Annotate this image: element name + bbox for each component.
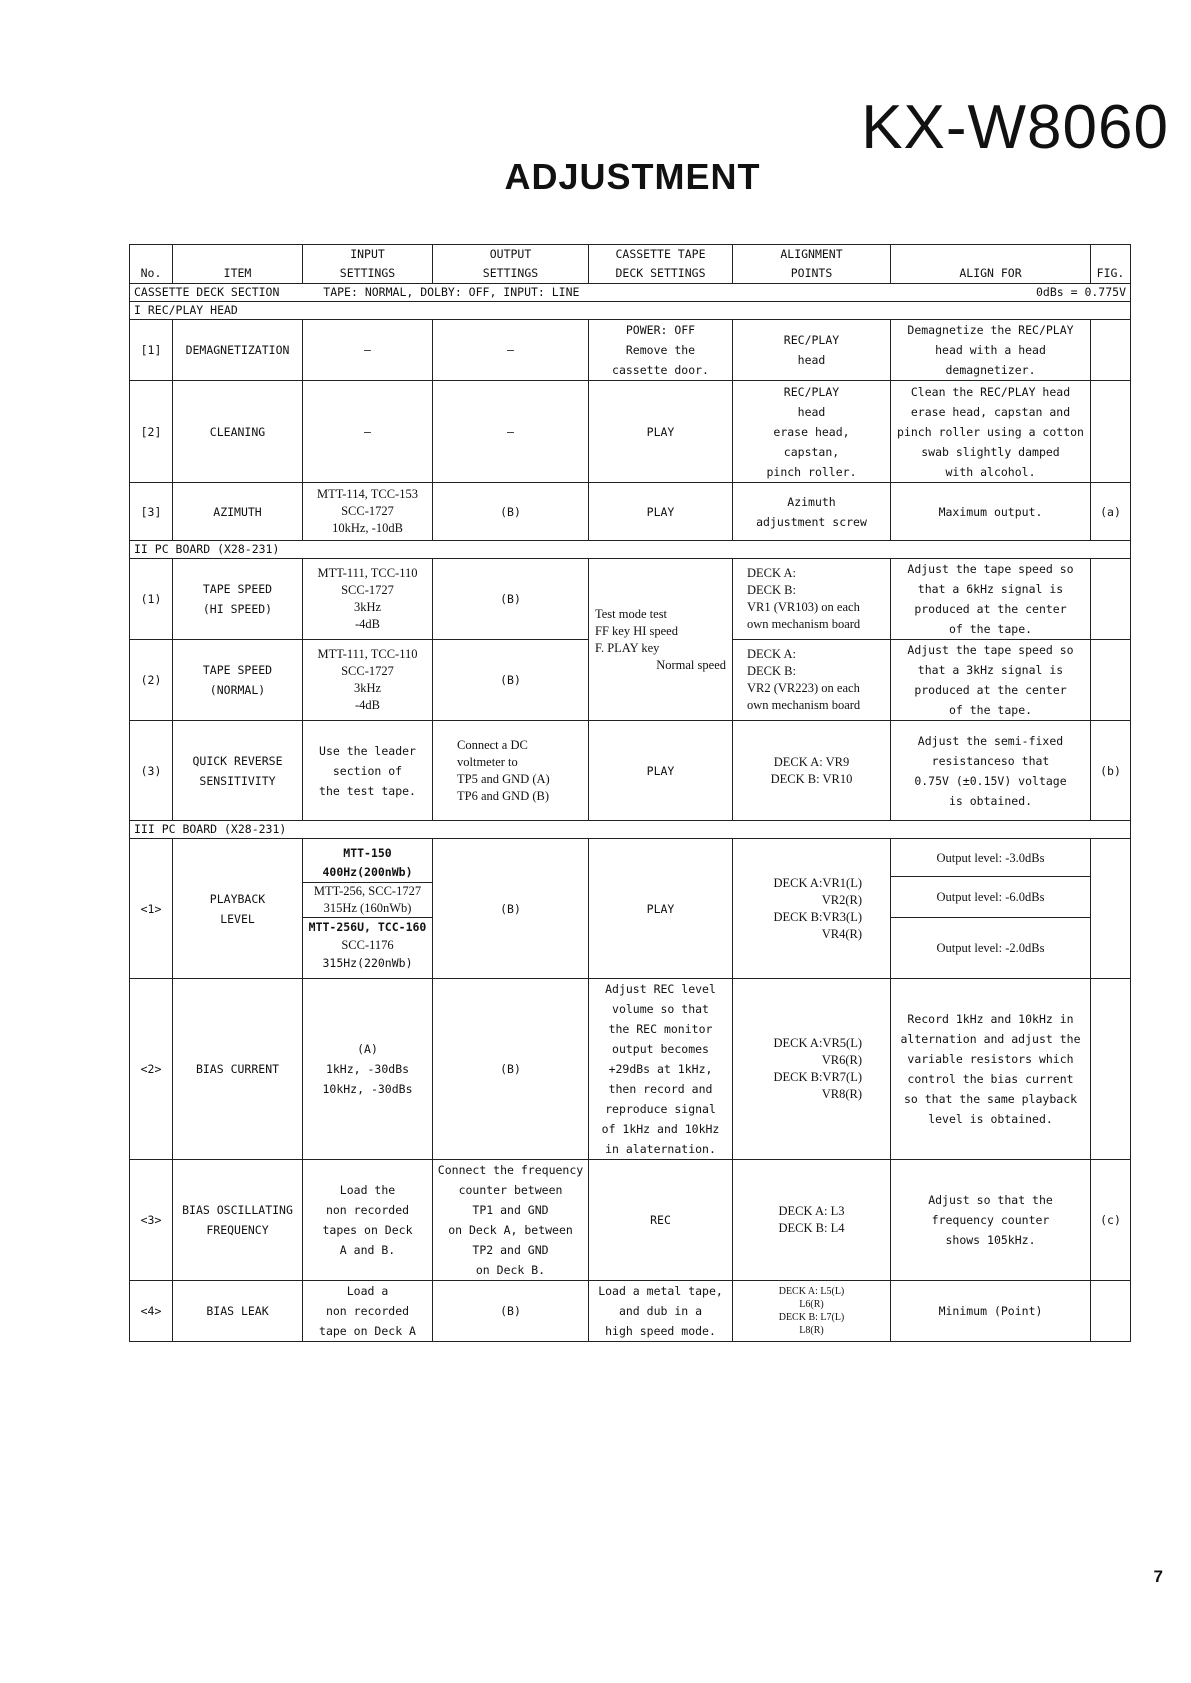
row-no: (1) bbox=[130, 559, 173, 640]
row-deck-line: reproduce signal bbox=[605, 1102, 716, 1116]
row-align-for bbox=[891, 979, 1091, 1160]
row-fig bbox=[1091, 320, 1131, 381]
row-input-line: non recorded bbox=[325, 1203, 410, 1217]
row-input-line: 3kHz bbox=[353, 681, 382, 695]
row-deck-line: Adjust REC level bbox=[605, 982, 716, 996]
row-points bbox=[733, 640, 891, 721]
row-align-for bbox=[891, 839, 1091, 979]
row-align-line: demagnetizer. bbox=[945, 363, 1036, 377]
row-output-line: TP2 and GND bbox=[472, 1243, 549, 1257]
row-input-line: SCC-1176 bbox=[341, 938, 394, 952]
row-output: (B) bbox=[433, 1281, 589, 1342]
header-deck-line: CASSETTE TAPE bbox=[615, 247, 706, 261]
row-points-line: DECK A:VR1(L) bbox=[773, 875, 862, 890]
row-align-line: swab slightly damped bbox=[921, 444, 1060, 459]
header-points-line: ALIGNMENT bbox=[780, 247, 843, 261]
row-item-line: (HI SPEED) bbox=[202, 602, 273, 616]
row-points-line: DECK B:VR3(L) bbox=[773, 909, 862, 924]
row-deck-line: of 1kHz and 10kHz bbox=[601, 1122, 720, 1136]
row-output: (B) bbox=[433, 640, 589, 721]
header-item-text: ITEM bbox=[223, 266, 252, 280]
row-points bbox=[733, 483, 891, 541]
row-item bbox=[173, 640, 303, 721]
row-input-line: 1kHz, -30dBs bbox=[325, 1062, 410, 1076]
page-title bbox=[0, 156, 1191, 198]
row-input bbox=[303, 979, 433, 1160]
row-input-line: the test tape. bbox=[319, 783, 416, 798]
row-deck-line: cassette door. bbox=[612, 363, 709, 377]
row-input-line: MTT-111, TCC-110 bbox=[317, 647, 418, 661]
row-input bbox=[303, 483, 433, 541]
row-input: – bbox=[303, 381, 433, 483]
row-fig: (a) bbox=[1091, 483, 1131, 541]
row-output-line: Connect the frequency bbox=[437, 1163, 584, 1177]
row-input: – bbox=[303, 320, 433, 381]
row-points-line: DECK A: L5(L) bbox=[778, 1286, 845, 1297]
row-points-line: VR2(R) bbox=[821, 892, 862, 907]
row-points bbox=[733, 1160, 891, 1281]
row-input bbox=[303, 1160, 433, 1281]
row-align-line: control the bias current bbox=[907, 1072, 1074, 1086]
row-points bbox=[733, 320, 891, 381]
row-output: (B) bbox=[433, 839, 589, 979]
header-input-line: SETTINGS bbox=[339, 266, 396, 280]
row-no: <1> bbox=[130, 839, 173, 979]
row-input-line: MTT-150 bbox=[343, 846, 392, 860]
row-align-line: alternation and adjust the bbox=[900, 1032, 1081, 1046]
header-row bbox=[130, 245, 1131, 284]
row-deck: PLAY bbox=[589, 721, 733, 821]
row-align-line: 0.75V (±0.15V) voltage bbox=[914, 773, 1067, 788]
row-align-line: head with a head bbox=[935, 343, 1046, 357]
row-align-line: is obtained. bbox=[948, 793, 1033, 808]
row-deck-line: FF key HI speed bbox=[595, 623, 678, 638]
row-input-line: 400Hz(200nWb) bbox=[322, 865, 413, 879]
row-align-line: erase head, capstan and bbox=[910, 404, 1071, 419]
row-points-line: DECK B:VR7(L) bbox=[773, 1070, 862, 1084]
row-output: (B) bbox=[433, 483, 589, 541]
row-input bbox=[303, 640, 433, 721]
row-output-line: counter between bbox=[458, 1183, 563, 1197]
row-align-line: resistanceso that bbox=[931, 753, 1050, 768]
row-deck: REC bbox=[589, 1160, 733, 1281]
row-align-line: produced at the center bbox=[914, 683, 1067, 697]
row-input bbox=[303, 559, 433, 640]
row-item bbox=[173, 721, 303, 821]
row-points-line: capstan, bbox=[783, 444, 840, 459]
row-align-line: Output level: -6.0dBs bbox=[891, 876, 1090, 917]
header-deck bbox=[589, 245, 733, 284]
adjustment-table bbox=[129, 244, 1131, 1342]
row-input-line: SCC-1727 bbox=[341, 664, 394, 678]
section-title: I REC/PLAY HEAD bbox=[130, 302, 1131, 320]
header-no bbox=[130, 245, 173, 284]
row-no: [1] bbox=[130, 320, 173, 381]
table-row bbox=[130, 1281, 1131, 1342]
row-input-block bbox=[303, 844, 432, 882]
row-align-line: Clean the REC/PLAY head bbox=[910, 384, 1071, 399]
row-align-line: frequency counter bbox=[931, 1213, 1050, 1227]
row-item-line: BIAS OSCILLATING bbox=[182, 1203, 293, 1217]
header-points-line: POINTS bbox=[790, 266, 833, 280]
row-points-line: DECK B: L7(L) bbox=[778, 1312, 845, 1323]
header-fig-text: FIG. bbox=[1096, 266, 1125, 280]
row-input-line: Load a bbox=[346, 1284, 389, 1298]
row-fig bbox=[1091, 839, 1131, 979]
row-item bbox=[173, 559, 303, 640]
row-input-line: tape on Deck A bbox=[319, 1324, 416, 1338]
row-output-line: TP5 and GND (A) bbox=[457, 771, 550, 786]
row-points-line: DECK A: bbox=[747, 647, 796, 661]
row-align-line: shows 105kHz. bbox=[945, 1233, 1036, 1247]
row-input-line: Load the bbox=[339, 1183, 396, 1197]
row-output-line: on Deck A, between bbox=[448, 1223, 573, 1237]
row-input-line: SCC-1727 bbox=[341, 504, 394, 518]
row-input-line: 3kHz bbox=[353, 600, 382, 614]
section-bar-label: CASSETTE DECK SECTION bbox=[134, 285, 280, 299]
section-pc-board-1 bbox=[130, 541, 1131, 559]
section-title: III PC BOARD (X28-231) bbox=[130, 821, 1131, 839]
row-deck-line: output becomes bbox=[612, 1042, 709, 1056]
row-points-line: DECK A: L3 bbox=[778, 1204, 845, 1218]
row-input bbox=[303, 839, 433, 979]
header-output-line: OUTPUT bbox=[489, 247, 532, 261]
row-item-line: SENSITIVITY bbox=[199, 773, 276, 788]
row-align-line: Adjust so that the bbox=[928, 1193, 1053, 1207]
row-points-line: L6(R) bbox=[799, 1299, 824, 1310]
row-align-for bbox=[891, 721, 1091, 821]
table-row bbox=[130, 483, 1131, 541]
row-item-line: LEVEL bbox=[220, 911, 255, 926]
row-points-line: head bbox=[797, 353, 826, 367]
row-input-line: 315Hz (160nWb) bbox=[323, 901, 412, 915]
row-deck bbox=[589, 1281, 733, 1342]
row-item-line: TAPE SPEED bbox=[202, 582, 273, 596]
row-fig: (c) bbox=[1091, 1160, 1131, 1281]
row-input-line: Use the leader bbox=[319, 743, 416, 758]
row-points-line: VR4(R) bbox=[821, 926, 862, 941]
row-align-line: of the tape. bbox=[948, 622, 1033, 636]
header-output bbox=[433, 245, 589, 284]
row-input-line: section of bbox=[332, 763, 403, 778]
row-input-line: MTT-256, SCC-1727 bbox=[313, 884, 422, 898]
row-points-line: DECK A: bbox=[747, 566, 796, 580]
row-deck-line: in alaternation. bbox=[605, 1142, 716, 1156]
row-points-line: erase head, bbox=[773, 424, 850, 439]
row-deck bbox=[589, 979, 733, 1160]
row-points-line: VR8(R) bbox=[821, 1087, 862, 1101]
row-align-line: pinch roller using a cotton bbox=[897, 424, 1084, 439]
header-output-line: SETTINGS bbox=[482, 266, 539, 280]
row-deck bbox=[589, 320, 733, 381]
row-no: (2) bbox=[130, 640, 173, 721]
row-align-line: Output level: -2.0dBs bbox=[891, 917, 1090, 978]
row-deck: PLAY bbox=[589, 483, 733, 541]
model-number: KX-W8060 bbox=[861, 93, 1169, 162]
header-fig bbox=[1091, 245, 1131, 284]
row-input-block bbox=[303, 882, 432, 917]
row-align-for: Maximum output. bbox=[891, 483, 1091, 541]
row-output bbox=[433, 1160, 589, 1281]
row-input-line: A and B. bbox=[339, 1243, 396, 1257]
row-points-line: L8(R) bbox=[799, 1325, 824, 1336]
row-deck-line: volume so that bbox=[612, 1002, 709, 1016]
row-no: [2] bbox=[130, 381, 173, 483]
row-points bbox=[733, 1281, 891, 1342]
row-align-line: that a 3kHz signal is bbox=[917, 663, 1064, 677]
row-points-line: own mechanism board bbox=[747, 617, 861, 631]
row-output-line: TP1 and GND bbox=[472, 1203, 549, 1217]
row-align-line: so that the same playback bbox=[903, 1092, 1078, 1106]
row-input bbox=[303, 721, 433, 821]
row-fig bbox=[1091, 640, 1131, 721]
row-deck-line: Test mode test bbox=[595, 606, 668, 621]
row-points-line: DECK B: VR10 bbox=[770, 771, 853, 786]
header-align-for bbox=[891, 245, 1091, 284]
row-align-for bbox=[891, 320, 1091, 381]
row-input-line: SCC-1727 bbox=[341, 583, 394, 597]
section-bar bbox=[130, 284, 1131, 302]
row-points-line: VR1 (VR103) on each bbox=[747, 600, 860, 614]
section-bar-cell bbox=[130, 284, 1131, 302]
row-deck-line: Remove the bbox=[625, 343, 696, 357]
row-deck-line: +29dBs at 1kHz, bbox=[608, 1062, 713, 1076]
row-align-line: Adjust the tape speed so bbox=[907, 643, 1074, 657]
row-no: <3> bbox=[130, 1160, 173, 1281]
page-title-text: ADJUSTMENT bbox=[504, 156, 761, 197]
row-deck: PLAY bbox=[589, 839, 733, 979]
row-align-line: Record 1kHz and 10kHz in bbox=[907, 1012, 1074, 1026]
row-align-for bbox=[891, 1160, 1091, 1281]
row-item: DEMAGNETIZATION bbox=[173, 320, 303, 381]
row-no: (3) bbox=[130, 721, 173, 821]
row-points-line: DECK B: bbox=[747, 664, 796, 678]
row-points-line: REC/PLAY bbox=[783, 384, 840, 399]
table-row bbox=[130, 721, 1131, 821]
row-align-line: Output level: -3.0dBs bbox=[936, 850, 1045, 865]
row-points-line: Azimuth bbox=[787, 494, 836, 509]
row-input-line: -4dB bbox=[355, 698, 380, 712]
row-align-line: that a 6kHz signal is bbox=[917, 582, 1064, 596]
row-deck-line: then record and bbox=[608, 1082, 713, 1096]
row-output bbox=[433, 721, 589, 821]
row-points-line: DECK A: VR9 bbox=[773, 754, 850, 769]
row-no: <4> bbox=[130, 1281, 173, 1342]
row-deck-speed bbox=[589, 559, 733, 721]
row-align-line: of the tape. bbox=[948, 703, 1033, 717]
row-input-line: tapes on Deck bbox=[322, 1223, 413, 1237]
row-item-line: QUICK REVERSE bbox=[192, 753, 283, 768]
row-item-line: PLAYBACK bbox=[209, 891, 266, 906]
row-item-line: TAPE SPEED bbox=[202, 663, 273, 677]
row-fig: (b) bbox=[1091, 721, 1131, 821]
row-points-line: pinch roller. bbox=[766, 464, 857, 479]
row-input-line: (A) bbox=[357, 1042, 378, 1056]
table-row bbox=[130, 320, 1131, 381]
row-fig bbox=[1091, 381, 1131, 483]
row-input-line: 10kHz, -30dBs bbox=[322, 1082, 413, 1096]
row-item: BIAS CURRENT bbox=[173, 979, 303, 1160]
row-points-line: DECK B: bbox=[747, 583, 796, 597]
row-output-line: on Deck B. bbox=[475, 1263, 546, 1277]
header-deck-line: DECK SETTINGS bbox=[615, 266, 706, 280]
row-points-line: own mechanism board bbox=[747, 698, 861, 712]
row-points-line: head bbox=[797, 404, 826, 419]
row-points bbox=[733, 381, 891, 483]
row-no: <2> bbox=[130, 979, 173, 1160]
row-deck-line: POWER: OFF bbox=[625, 323, 696, 337]
row-align-for bbox=[891, 559, 1091, 640]
row-points-line: DECK B: L4 bbox=[778, 1221, 845, 1235]
row-points bbox=[733, 721, 891, 821]
row-input-line: non recorded bbox=[325, 1304, 410, 1318]
table-row bbox=[130, 979, 1131, 1160]
row-input-line: MTT-111, TCC-110 bbox=[317, 566, 418, 580]
section-bar-conditions: TAPE: NORMAL, DOLBY: OFF, INPUT: LINE bbox=[323, 285, 580, 299]
row-align-line: Demagnetize the REC/PLAY bbox=[907, 323, 1074, 337]
row-points-line: VR6(R) bbox=[821, 1053, 862, 1067]
row-fig bbox=[1091, 559, 1131, 640]
row-item: AZIMUTH bbox=[173, 483, 303, 541]
row-align-line: Adjust the semi-fixed bbox=[917, 733, 1064, 748]
section-pc-board-2 bbox=[130, 821, 1131, 839]
row-input-block bbox=[303, 917, 432, 973]
row-input-line: 315Hz(220nWb) bbox=[322, 956, 413, 970]
row-input-line: MTT-256U, TCC-160 bbox=[308, 920, 427, 934]
row-align-line: Adjust the tape speed so bbox=[907, 562, 1074, 576]
row-align-line: level is obtained. bbox=[928, 1112, 1053, 1126]
row-deck: PLAY bbox=[589, 381, 733, 483]
row-output-line: voltmeter to bbox=[457, 754, 518, 769]
row-input-line: 10kHz, -10dB bbox=[332, 521, 403, 535]
row-output: – bbox=[433, 320, 589, 381]
row-item-line: (NORMAL) bbox=[209, 683, 266, 697]
row-item bbox=[173, 1160, 303, 1281]
row-points-line: adjustment screw bbox=[756, 514, 867, 529]
row-points bbox=[733, 559, 891, 640]
header-item bbox=[173, 245, 303, 284]
row-align-for: Minimum (Point) bbox=[891, 1281, 1091, 1342]
row-output: (B) bbox=[433, 559, 589, 640]
table-row bbox=[130, 839, 1131, 979]
table-row bbox=[130, 559, 1131, 640]
row-align-line: produced at the center bbox=[914, 602, 1067, 616]
row-output: – bbox=[433, 381, 589, 483]
table-row bbox=[130, 381, 1131, 483]
header-align-for-text: ALIGN FOR bbox=[959, 266, 1022, 280]
row-points-line: VR2 (VR223) on each bbox=[747, 681, 860, 695]
row-points bbox=[733, 839, 891, 979]
table-row bbox=[130, 1160, 1131, 1281]
row-deck-line: Load a metal tape, bbox=[598, 1284, 723, 1298]
row-input-line: MTT-114, TCC-153 bbox=[317, 487, 418, 501]
header-input bbox=[303, 245, 433, 284]
section-bar-reference: 0dBs = 0.775V bbox=[1035, 285, 1126, 299]
header-input-line: INPUT bbox=[350, 247, 385, 261]
row-output: (B) bbox=[433, 979, 589, 1160]
row-input bbox=[303, 1281, 433, 1342]
row-output-line: Connect a DC bbox=[457, 737, 528, 752]
page-number: 7 bbox=[1153, 1567, 1163, 1586]
header-no-text: No. bbox=[140, 266, 162, 280]
section-rec-play-head bbox=[130, 302, 1131, 320]
row-item: BIAS LEAK bbox=[173, 1281, 303, 1342]
section-title: II PC BOARD (X28-231) bbox=[130, 541, 1131, 559]
row-input-line: -4dB bbox=[355, 617, 380, 631]
row-deck-line: and dub in a bbox=[618, 1304, 703, 1318]
row-align-for bbox=[891, 640, 1091, 721]
row-align-line: with alcohol. bbox=[945, 464, 1036, 479]
row-align-line: variable resistors which bbox=[907, 1052, 1074, 1066]
row-deck-line: Normal speed bbox=[656, 657, 726, 672]
row-points bbox=[733, 979, 891, 1160]
header-points bbox=[733, 245, 891, 284]
row-deck-line: the REC monitor bbox=[608, 1022, 713, 1036]
row-item: CLEANING bbox=[173, 381, 303, 483]
row-item-line: FREQUENCY bbox=[206, 1223, 269, 1237]
row-align-for bbox=[891, 381, 1091, 483]
row-fig bbox=[1091, 979, 1131, 1160]
row-fig bbox=[1091, 1281, 1131, 1342]
row-deck-line: F. PLAY key bbox=[595, 640, 660, 655]
row-deck-line: high speed mode. bbox=[605, 1324, 716, 1338]
row-no: [3] bbox=[130, 483, 173, 541]
row-points-line: REC/PLAY bbox=[783, 333, 840, 347]
row-item bbox=[173, 839, 303, 979]
row-output-line: TP6 and GND (B) bbox=[457, 788, 550, 803]
row-points-line: DECK A:VR5(L) bbox=[773, 1036, 862, 1050]
